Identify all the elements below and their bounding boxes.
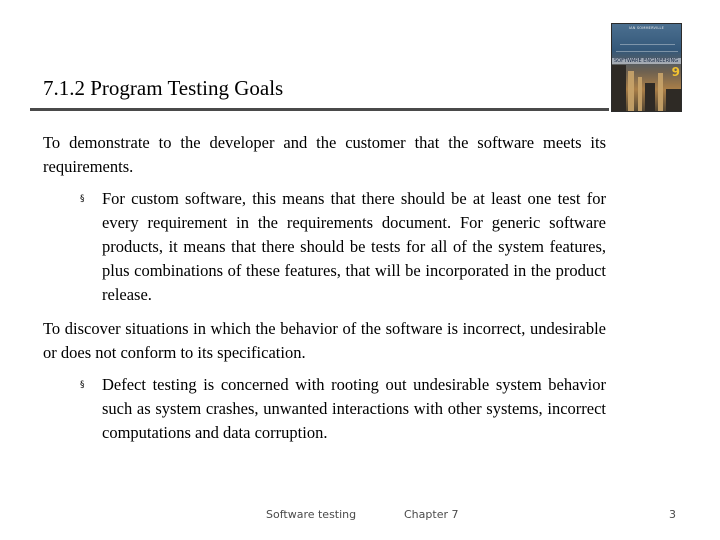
cover-decor (658, 73, 663, 111)
bullet-marker: § (80, 194, 85, 204)
footer-chapter: Chapter 7 (404, 508, 459, 521)
bullet-marker: § (80, 380, 85, 390)
cover-decor (616, 51, 678, 52)
bullet-item-defect-testing: Defect testing is concerned with rooting out undesirable system behavior such as system crashes, unwanted interactions with other systems, incorrect computations and data corruption. (102, 375, 606, 442)
footer-page-number: 3 (669, 508, 676, 521)
goal-paragraph-2: To discover situations in which the behavior of the software is incorrect, undesirable or does not conform to its specification. (43, 319, 606, 362)
cover-book-title: SOFTWARE ENGINEERING (614, 58, 679, 64)
cover-decor (638, 77, 642, 111)
title-divider (30, 108, 609, 111)
cover-decor (628, 71, 634, 111)
footer-topic: Software testing (266, 508, 357, 521)
cover-edition-number: 9 (671, 65, 680, 79)
cover-decor (620, 44, 675, 45)
cover-decor (612, 65, 626, 111)
cover-author: IAN SOMMERVILLE (628, 26, 665, 30)
book-cover-image (611, 23, 682, 112)
slide-title: 7.1.2 Program Testing Goals (43, 76, 284, 100)
bullet-item-custom-software: For custom software, this means that there should be at least one test for every requirement in the requirements document. For generic software products, it means that there should be tests for all of the system features, plus combinations of these features, that will be incorporated in the product release. (102, 189, 606, 304)
cover-decor (645, 83, 655, 111)
cover-decor (666, 89, 682, 111)
goal-paragraph-1: To demonstrate to the developer and the customer that the software meets its requirements. (43, 133, 606, 176)
